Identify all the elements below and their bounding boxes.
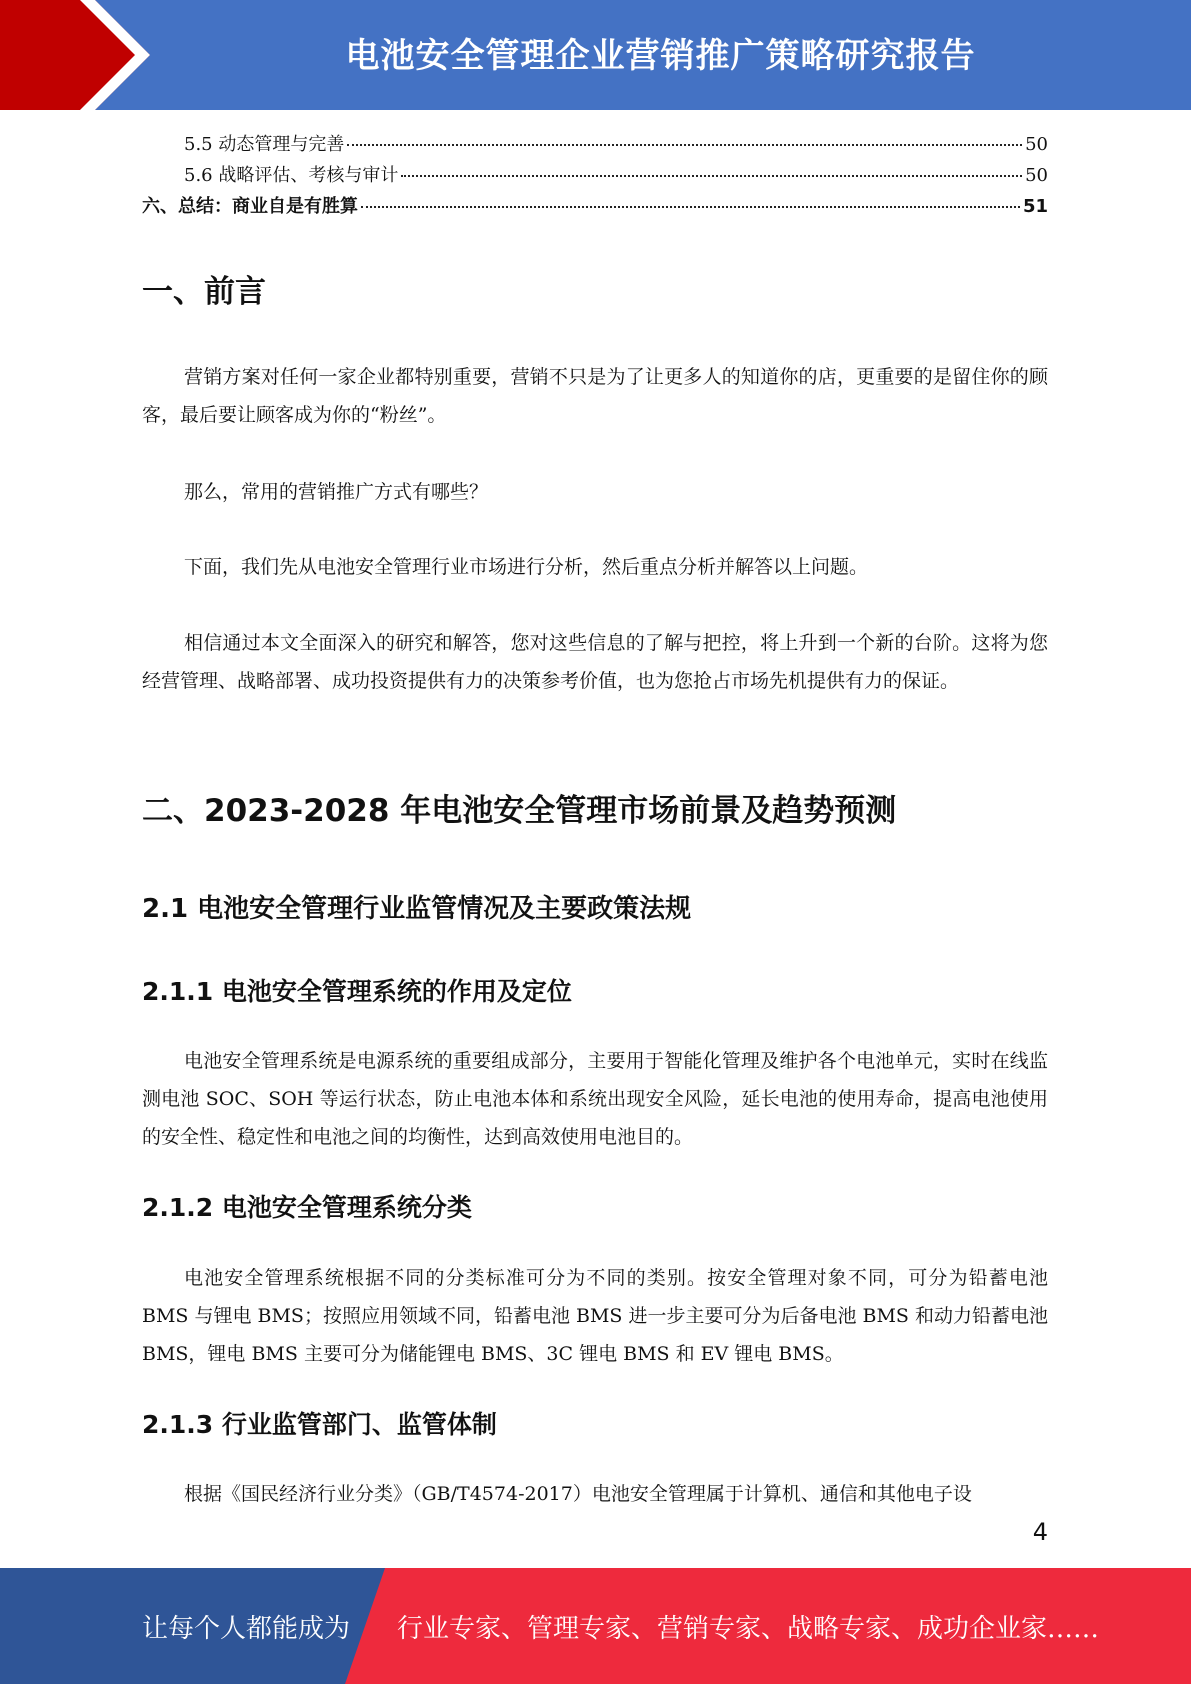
preface-heading: 一、前言 [142,274,266,310]
toc-label: 5.6 战略评估、考核与审计 [184,165,399,186]
section-2-1-3-heading: 2.1.3 行业监管部门、监管体制 [142,1410,497,1439]
toc-label: 5.5 动态管理与完善 [184,134,345,155]
page-number: 4 [1032,1518,1048,1546]
preface-paragraph-2: 那么，常用的营销推广方式有哪些？ [184,481,489,503]
section-2-1-3-paragraph: 根据《国民经济行业分类》（GB/T4574-2017）电池安全管理属于计算机、通信和其他电子设 [184,1483,972,1505]
section-2-1-1-paragraph: 电池安全管理系统是电源系统的重要组成部分，主要用于智能化管理及维护各个电池单元，实时在线监测电池 SOC、SOH 等运行状态，防止电池本体和系统出现安全风险，延长电池的使用寿命，提高电池使用的安全性、稳定性和电池之间的均衡性，达到高效使用电池目的。 [142,1050,1048,1148]
preface-paragraph-3: 下面，我们先从电池安全管理行业市场进行分析，然后重点分析并解答以上问题。 [184,556,869,578]
toc-leader [361,206,1020,208]
page-header [0,0,1191,110]
toc-page: 50 [1025,134,1048,155]
page-footer [0,1568,1191,1684]
toc-page: 51 [1022,196,1048,217]
toc-entry[interactable] [142,161,1048,192]
toc-leader [401,175,1022,177]
section-2-1-2-paragraph: 电池安全管理系统根据不同的分类标准可分为不同的类别。按安全管理对象不同，可分为铅蓄电池 BMS 与锂电 BMS；按照应用领域不同，铅蓄电池 BMS 进一步主要可分为后备电池 BMS 和动力铅蓄电池 BMS，锂电 BMS 主要可分为储能锂电 BMS、3C 锂电 BMS 和 EV 锂电 BMS。 [142,1267,1048,1365]
section-2-1-2-heading: 2.1.2 电池安全管理系统分类 [142,1193,472,1222]
section-2-1-1-heading: 2.1.1 电池安全管理系统的作用及定位 [142,977,572,1006]
toc-entry[interactable] [142,192,1048,223]
preface-paragraph-1: 营销方案对任何一家企业都特别重要，营销不只是为了让更多人的知道你的店，更重要的是留住你的顾客，最后要让顾客成为你的“粉丝”。 [142,366,1048,426]
table-of-contents [142,130,1048,223]
footer-slogan-left: 让每个人都能成为 [142,1614,351,1644]
toc-entry[interactable] [142,130,1048,161]
footer-slogan-right: 行业专家、管理专家、营销专家、战略专家、成功企业家…… [397,1614,1100,1644]
toc-page: 50 [1025,165,1048,186]
toc-label: 六、总结：商业自是有胜算 [142,196,358,217]
outlook-heading: 二、2023-2028 年电池安全管理市场前景及趋势预测 [142,793,897,829]
toc-leader [347,144,1022,146]
report-title: 电池安全管理企业营销推广策略研究报告 [345,36,976,76]
preface-paragraph-4: 相信通过本文全面深入的研究和解答，您对这些信息的了解与把控，将上升到一个新的台阶。这将为您经营管理、战略部署、成功投资提供有力的决策参考价值，也为您抢占市场先机提供有力的保证。 [142,632,1048,692]
section-2-1-heading: 2.1 电池安全管理行业监管情况及主要政策法规 [142,894,692,924]
